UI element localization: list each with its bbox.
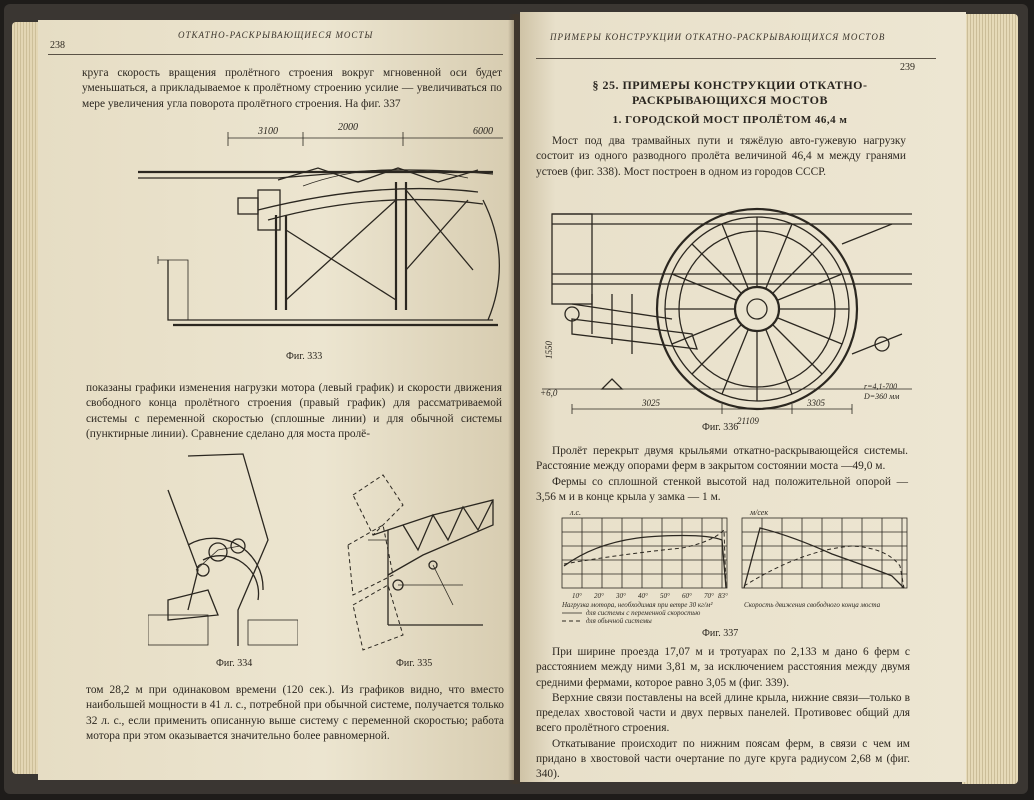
dim-text: 3100 (258, 126, 278, 137)
paragraph-1-text: Мост под два трамвайных пути и тяжёлую авто-гужевую нагрузку состоит из одного разводного пролёта величиной 46,4 м между гранями устоев (фиг. 338). Мост построен в одном из городов СССР. (536, 135, 906, 178)
paragraph-bottom-text: том 28,2 м при одинаковом времени (120 сек.). Из графиков видно, что вместо наибольшей мощности в 41 л. с., потребной при обычной системе, получается только 32 л. с., если применить описанную выше систему с переменной скоростью; работа мотора при этом оказывается значительно более равномерной. (86, 684, 504, 742)
header-rule (48, 54, 503, 55)
dim-text: 21109 (737, 416, 759, 426)
chart-unit-right: м/сек (750, 508, 769, 517)
page-number: 238 (50, 40, 65, 51)
dim-text: 3025 (642, 398, 660, 408)
paragraph-2a-text: Пролёт перекрыт двумя крыльями откатно-раскрывающейся системы. Расстояние между опорами ферм в закрытом состоянии моста —49,0 м. (536, 445, 908, 473)
dim-text: r=4,1-700 (864, 382, 898, 391)
subsection-title: 1. ГОРОДСКОЙ МОСТ ПРОЛЁТОМ 46,4 м (612, 114, 848, 126)
figure-335 (343, 465, 503, 655)
paragraph-2b-text: Фермы со сплошной стенкой высотой над положительной опорой — 3,56 м и в конце крыла у замка — 1 м. (536, 475, 908, 503)
paragraph-top-text: круга скорость вращения пролётного строения вокруг мгновенной оси будет уменьшаться, а прикладываемое к пролётному строению усилие — увеличиваться по мере увеличения угла поворота пролётного строения. На фиг. 337 (82, 67, 502, 110)
paragraph-3 (536, 645, 910, 782)
header-rule (536, 58, 936, 59)
dim-text: 1550 (544, 341, 554, 359)
paragraph-2 (536, 444, 908, 505)
dim-text: +6,0 (540, 388, 558, 398)
page-number: 239 (900, 62, 915, 73)
figure-337-caption: Фиг. 337 (702, 628, 739, 639)
figure-333-caption: Фиг. 333 (286, 351, 323, 362)
section-title: § 25. ПРИМЕРЫ КОНСТРУКЦИИ ОТКАТНО-РАСКРЫВАЮЩИХСЯ МОСТОВ (592, 78, 868, 107)
dim-text: 3305 (807, 398, 825, 408)
legend-solid: для системы с переменной скоростью (586, 609, 701, 617)
tick-label: 30° (616, 592, 626, 600)
running-head: ПРИМЕРЫ КОНСТРУКЦИИ ОТКАТНО-РАСКРЫВАЮЩИХСЯ МОСТОВ (550, 32, 886, 42)
tick-label: 50° (660, 592, 670, 600)
dim-text: 6000 (473, 126, 493, 137)
paragraph-5-text: Откатывание происходит по нижним поясам ферм, в связи с чем им придано в хвостовой части очертание по дуге круга радиусом 2,68 м (фиг. 340). (536, 737, 910, 781)
legend-dashed: для обычной системы (586, 617, 652, 624)
chart-xlabel-right: Скорость движения свободного конца моста (744, 601, 881, 609)
dim-text: D=360 мм (864, 392, 900, 401)
left-page (38, 20, 514, 780)
tick-label: 83° (718, 592, 728, 600)
paragraph-1 (536, 134, 906, 180)
chart-unit-left: л.с. (570, 508, 582, 517)
figure-333 (128, 120, 508, 340)
paragraph-mid-text: показаны графики изменения нагрузки мотора (левый график) и скорости движения свободного конца пролётного строения (правый график) для рассматриваемой системы с переменной скоростью (сплошные линии) и для обычной системы (пунктирные линии). Сравнение сделано для моста пролё- (86, 382, 502, 440)
figure-336 (532, 184, 912, 432)
figure-337 (532, 506, 912, 624)
figure-335-caption: Фиг. 335 (396, 658, 433, 669)
figure-334 (148, 450, 298, 650)
running-head: ОТКАТНО-РАСКРЫВАЮЩИЕСЯ МОСТЫ (178, 30, 374, 40)
tick-label: 40° (638, 592, 648, 600)
paragraph-3-text: При ширине проезда 17,07 м и тротуарах по 2,133 м дано 6 ферм с расстоянием между ними 3,81 м, за исключением расстояния между двумя средними фермами, которое равно 3,05 м (фиг. 339). (536, 646, 910, 689)
paragraph-top (82, 66, 502, 112)
paragraph-bottom (86, 683, 504, 744)
tick-label: 60° (682, 592, 692, 600)
paragraph-4-text: Верхние связи поставлены на всей длине крыла, нижние связи—только в пределах хвостовой части и двух первых панелей. Противовес общий для всего пролётного строения. (536, 691, 910, 735)
figure-334-caption: Фиг. 334 (216, 658, 253, 669)
tick-label: 20° (594, 592, 604, 600)
right-page (520, 12, 966, 782)
figure-336-caption: Фиг. 336 (702, 422, 739, 433)
right-page-edges (962, 14, 1018, 784)
tick-label: 70° (704, 592, 714, 600)
chart-xlabel-left: Нагрузка мотора, необходимая при ветре 30 кг/м² (562, 601, 713, 609)
paragraph-mid (86, 381, 502, 442)
dim-text: 2000 (338, 122, 358, 133)
tick-label: 10° (572, 592, 582, 600)
